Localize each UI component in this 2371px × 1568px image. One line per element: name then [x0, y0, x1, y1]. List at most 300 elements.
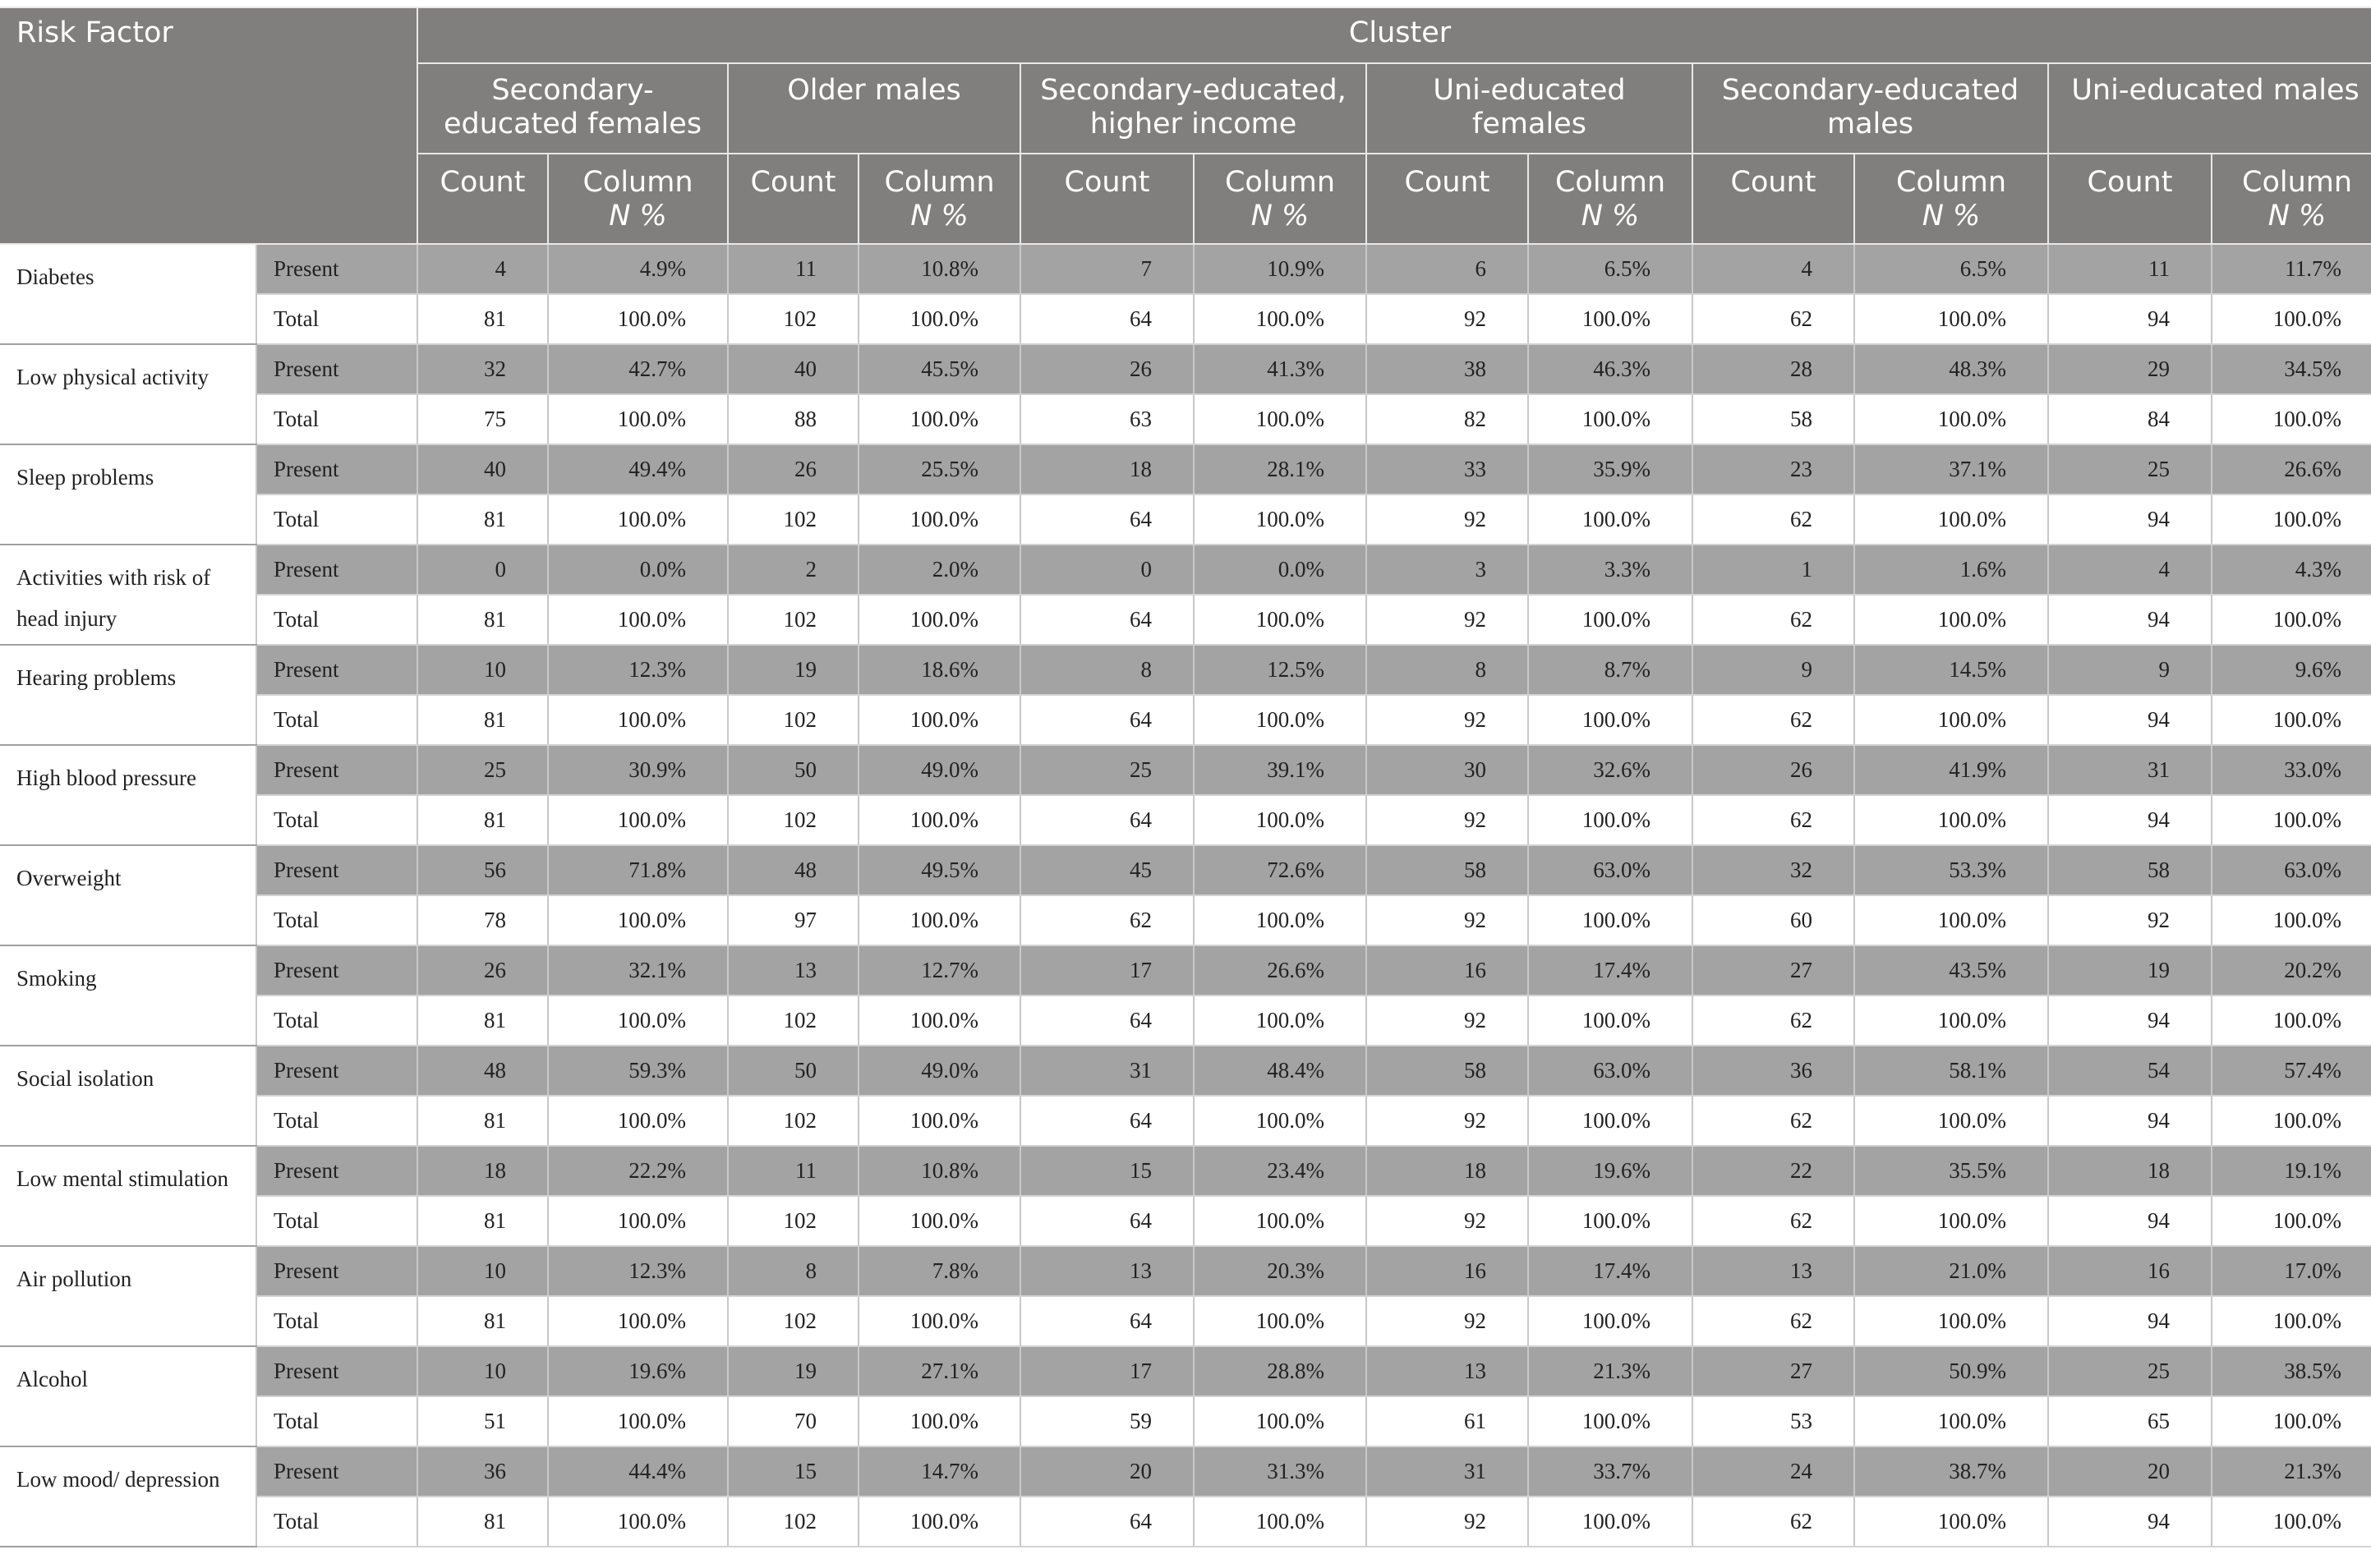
count-cell: 36	[417, 1446, 548, 1497]
count-cell: 24	[1692, 1446, 1854, 1497]
count-cell: 25	[1020, 745, 1194, 795]
percent-cell: 100.0%	[2212, 1296, 2371, 1346]
percent-cell: 12.3%	[548, 1246, 728, 1296]
table-row-present	[0, 444, 2371, 494]
percent-cell: 100.0%	[2212, 695, 2371, 745]
count-cell: 30	[1366, 745, 1528, 795]
count-cell: 84	[2048, 394, 2212, 444]
percent-cell: 35.9%	[1528, 444, 1692, 494]
count-cell: 32	[1692, 845, 1854, 895]
percent-cell: 50.9%	[1854, 1346, 2048, 1396]
count-cell: 102	[728, 795, 859, 845]
percent-cell: 17.4%	[1528, 1246, 1692, 1296]
count-cell: 50	[728, 1046, 859, 1096]
count-cell: 16	[2048, 1246, 2212, 1296]
count-cell: 94	[2048, 695, 2212, 745]
percent-cell: 23.4%	[1194, 1146, 1366, 1196]
percent-cell: 100.0%	[859, 1497, 1020, 1547]
count-cell: 15	[728, 1446, 859, 1497]
count-cell: 102	[728, 1196, 859, 1246]
count-cell: 54	[2048, 1046, 2212, 1096]
count-cell: 29	[2048, 344, 2212, 394]
count-cell: 40	[728, 344, 859, 394]
npct-label: N %	[910, 200, 969, 232]
count-cell: 11	[728, 1146, 859, 1196]
percent-cell: 6.5%	[1528, 244, 1692, 294]
count-cell: 23	[1692, 444, 1854, 494]
row-type-label: Total	[256, 895, 417, 945]
percent-cell: 100.0%	[1528, 1497, 1692, 1547]
percent-cell: 100.0%	[1194, 595, 1366, 645]
count-cell: 63	[1020, 394, 1194, 444]
percent-cell: 100.0%	[1528, 394, 1692, 444]
percent-cell: 21.3%	[2212, 1446, 2371, 1497]
count-cell: 82	[1366, 394, 1528, 444]
table-container	[0, 7, 2369, 1547]
percent-cell: 63.0%	[2212, 845, 2371, 895]
table-body	[0, 244, 2371, 1547]
count-cell: 102	[728, 996, 859, 1046]
count-cell: 26	[728, 444, 859, 494]
count-cell: 102	[728, 494, 859, 545]
percent-cell: 100.0%	[2212, 595, 2371, 645]
row-type-label: Present	[256, 645, 417, 695]
count-cell: 102	[728, 695, 859, 745]
row-type-label: Total	[256, 1497, 417, 1547]
count-cell: 94	[2048, 1296, 2212, 1346]
percent-cell: 17.0%	[2212, 1246, 2371, 1296]
count-cell: 62	[1692, 1196, 1854, 1246]
table-row-present	[0, 945, 2371, 996]
risk-factor-name: Social isolation	[0, 1046, 256, 1146]
percent-cell: 20.2%	[2212, 945, 2371, 996]
count-cell: 50	[728, 745, 859, 795]
count-cell: 18	[1020, 444, 1194, 494]
percent-cell: 12.7%	[859, 945, 1020, 996]
percent-cell: 17.4%	[1528, 945, 1692, 996]
count-cell: 26	[1020, 344, 1194, 394]
count-cell: 92	[1366, 494, 1528, 545]
count-cell: 18	[2048, 1146, 2212, 1196]
percent-cell: 38.7%	[1854, 1446, 2048, 1497]
percent-cell: 18.6%	[859, 645, 1020, 695]
count-cell: 94	[2048, 494, 2212, 545]
risk-factor-name: Activities with risk of head injury	[0, 545, 256, 645]
percent-cell: 30.9%	[548, 745, 728, 795]
table-row-total	[0, 1396, 2371, 1446]
count-cell: 88	[728, 394, 859, 444]
count-cell: 32	[417, 344, 548, 394]
percent-cell: 0.0%	[548, 545, 728, 595]
count-cell: 53	[1692, 1396, 1854, 1446]
count-cell: 81	[417, 996, 548, 1046]
count-cell: 58	[1366, 1046, 1528, 1096]
percent-cell: 100.0%	[2212, 895, 2371, 945]
count-cell: 25	[417, 745, 548, 795]
count-cell: 64	[1020, 695, 1194, 745]
count-cell: 102	[728, 595, 859, 645]
count-cell: 9	[1692, 645, 1854, 695]
count-cell: 61	[1366, 1396, 1528, 1446]
count-cell: 26	[417, 945, 548, 996]
risk-factor-name: High blood pressure	[0, 745, 256, 845]
percent-cell: 26.6%	[2212, 444, 2371, 494]
count-cell: 62	[1020, 895, 1194, 945]
percent-cell: 100.0%	[1854, 394, 2048, 444]
count-cell: 3	[1366, 545, 1528, 595]
count-cell: 81	[417, 595, 548, 645]
percent-cell: 32.1%	[548, 945, 728, 996]
percent-cell: 100.0%	[859, 795, 1020, 845]
percent-cell: 6.5%	[1854, 244, 2048, 294]
column-npct-header	[1854, 154, 2048, 244]
count-cell: 27	[1692, 945, 1854, 996]
count-cell: 62	[1692, 1497, 1854, 1547]
percent-cell: 1.6%	[1854, 545, 2048, 595]
percent-cell: 100.0%	[1528, 695, 1692, 745]
count-cell: 20	[2048, 1446, 2212, 1497]
count-cell: 94	[2048, 1497, 2212, 1547]
count-cell: 78	[417, 895, 548, 945]
group-header: Secondary-educated, higher income	[1020, 63, 1366, 154]
percent-cell: 41.9%	[1854, 745, 2048, 795]
percent-cell: 44.4%	[548, 1446, 728, 1497]
column-label: Column	[1554, 166, 1666, 199]
percent-cell: 10.8%	[859, 1146, 1020, 1196]
count-cell: 60	[1692, 895, 1854, 945]
percent-cell: 100.0%	[1194, 695, 1366, 745]
percent-cell: 100.0%	[2212, 294, 2371, 344]
count-cell: 81	[417, 1196, 548, 1246]
percent-cell: 9.6%	[2212, 645, 2371, 695]
count-column-header: Count	[1020, 154, 1194, 244]
percent-cell: 57.4%	[2212, 1046, 2371, 1096]
count-cell: 70	[728, 1396, 859, 1446]
count-cell: 94	[2048, 795, 2212, 845]
percent-cell: 63.0%	[1528, 845, 1692, 895]
table-row-total	[0, 1497, 2371, 1547]
count-cell: 92	[2048, 895, 2212, 945]
percent-cell: 100.0%	[548, 1196, 728, 1246]
table-row-total	[0, 1096, 2371, 1146]
percent-cell: 59.3%	[548, 1046, 728, 1096]
percent-cell: 100.0%	[1528, 1096, 1692, 1146]
count-cell: 13	[728, 945, 859, 996]
count-cell: 8	[1366, 645, 1528, 695]
count-cell: 28	[1692, 344, 1854, 394]
percent-cell: 35.5%	[1854, 1146, 2048, 1196]
column-npct-header	[859, 154, 1020, 244]
risk-factor-name: Smoking	[0, 945, 256, 1046]
column-npct-header	[1528, 154, 1692, 244]
count-cell: 33	[1366, 444, 1528, 494]
count-cell: 25	[2048, 444, 2212, 494]
percent-cell: 100.0%	[859, 895, 1020, 945]
count-cell: 48	[728, 845, 859, 895]
percent-cell: 100.0%	[1854, 1196, 2048, 1246]
risk-factor-name: Alcohol	[0, 1346, 256, 1446]
npct-label: N %	[1581, 200, 1640, 232]
row-type-label: Total	[256, 494, 417, 545]
count-cell: 65	[2048, 1396, 2212, 1446]
percent-cell: 100.0%	[1854, 1396, 2048, 1446]
count-cell: 7	[1020, 244, 1194, 294]
row-type-label: Total	[256, 294, 417, 344]
percent-cell: 100.0%	[1194, 394, 1366, 444]
count-cell: 75	[417, 394, 548, 444]
count-cell: 10	[417, 1246, 548, 1296]
table-row-total	[0, 795, 2371, 845]
column-label: Column	[1895, 166, 2007, 199]
count-cell: 94	[2048, 1096, 2212, 1146]
count-cell: 64	[1020, 996, 1194, 1046]
count-cell: 64	[1020, 1497, 1194, 1547]
percent-cell: 2.0%	[859, 545, 1020, 595]
count-cell: 62	[1692, 494, 1854, 545]
percent-cell: 28.8%	[1194, 1346, 1366, 1396]
count-cell: 19	[728, 1346, 859, 1396]
percent-cell: 100.0%	[2212, 795, 2371, 845]
table-row-present	[0, 1346, 2371, 1396]
group-header: Secondary-educated males	[1692, 63, 2048, 154]
npct-label: N %	[609, 200, 667, 232]
percent-cell: 100.0%	[1528, 595, 1692, 645]
count-cell: 16	[1366, 1246, 1528, 1296]
count-cell: 62	[1692, 695, 1854, 745]
count-cell: 13	[1366, 1346, 1528, 1396]
count-cell: 4	[2048, 545, 2212, 595]
percent-cell: 100.0%	[1528, 494, 1692, 545]
table-row-total	[0, 1196, 2371, 1246]
percent-cell: 100.0%	[1854, 494, 2048, 545]
table-row-total	[0, 996, 2371, 1046]
count-cell: 15	[1020, 1146, 1194, 1196]
percent-cell: 100.0%	[1194, 795, 1366, 845]
percent-cell: 12.5%	[1194, 645, 1366, 695]
count-cell: 4	[1692, 244, 1854, 294]
count-cell: 19	[728, 645, 859, 695]
count-cell: 19	[2048, 945, 2212, 996]
percent-cell: 100.0%	[859, 1196, 1020, 1246]
percent-cell: 100.0%	[1854, 895, 2048, 945]
count-cell: 92	[1366, 1096, 1528, 1146]
percent-cell: 100.0%	[1854, 795, 2048, 845]
column-label: Column	[884, 166, 995, 199]
percent-cell: 4.3%	[2212, 545, 2371, 595]
percent-cell: 100.0%	[548, 1497, 728, 1547]
count-cell: 13	[1692, 1246, 1854, 1296]
count-cell: 58	[1366, 845, 1528, 895]
percent-cell: 100.0%	[1194, 1497, 1366, 1547]
row-type-label: Total	[256, 695, 417, 745]
percent-cell: 100.0%	[548, 1296, 728, 1346]
percent-cell: 100.0%	[859, 996, 1020, 1046]
count-cell: 1	[1692, 545, 1854, 595]
risk-factor-name: Air pollution	[0, 1246, 256, 1346]
risk-factor-name: Overweight	[0, 845, 256, 945]
percent-cell: 100.0%	[1528, 895, 1692, 945]
count-cell: 0	[1020, 545, 1194, 595]
percent-cell: 100.0%	[2212, 494, 2371, 545]
count-cell: 18	[1366, 1146, 1528, 1196]
npct-label: N %	[1250, 200, 1310, 232]
percent-cell: 100.0%	[2212, 996, 2371, 1046]
count-cell: 48	[417, 1046, 548, 1096]
group-header: Uni-educated males	[2048, 63, 2371, 154]
percent-cell: 100.0%	[1854, 996, 2048, 1046]
count-cell: 64	[1020, 1296, 1194, 1346]
percent-cell: 25.5%	[859, 444, 1020, 494]
count-cell: 11	[2048, 244, 2212, 294]
count-cell: 17	[1020, 945, 1194, 996]
count-cell: 59	[1020, 1396, 1194, 1446]
risk-factor-name: Diabetes	[0, 244, 256, 344]
count-cell: 62	[1692, 1096, 1854, 1146]
count-cell: 92	[1366, 1296, 1528, 1346]
count-cell: 62	[1692, 996, 1854, 1046]
percent-cell: 100.0%	[859, 1096, 1020, 1146]
percent-cell: 14.5%	[1854, 645, 2048, 695]
row-type-label: Present	[256, 1046, 417, 1096]
count-cell: 81	[417, 1096, 548, 1146]
group-header: Uni-educated females	[1366, 63, 1692, 154]
percent-cell: 42.7%	[548, 344, 728, 394]
percent-cell: 49.5%	[859, 845, 1020, 895]
percent-cell: 27.1%	[859, 1346, 1020, 1396]
table-row-present	[0, 1046, 2371, 1096]
count-cell: 17	[1020, 1346, 1194, 1396]
percent-cell: 32.6%	[1528, 745, 1692, 795]
percent-cell: 100.0%	[1854, 1096, 2048, 1146]
count-cell: 64	[1020, 595, 1194, 645]
row-type-label: Present	[256, 344, 417, 394]
count-cell: 64	[1020, 795, 1194, 845]
risk-factor-table	[0, 7, 2371, 1547]
percent-cell: 100.0%	[548, 695, 728, 745]
count-column-header: Count	[2048, 154, 2212, 244]
risk-factor-name: Sleep problems	[0, 444, 256, 545]
percent-cell: 100.0%	[548, 294, 728, 344]
count-cell: 94	[2048, 996, 2212, 1046]
percent-cell: 11.7%	[2212, 244, 2371, 294]
percent-cell: 100.0%	[1194, 1196, 1366, 1246]
npct-label: N %	[1922, 200, 1981, 232]
column-label: Column	[582, 166, 693, 199]
row-type-label: Total	[256, 1196, 417, 1246]
count-cell: 31	[2048, 745, 2212, 795]
count-column-header: Count	[728, 154, 859, 244]
percent-cell: 100.0%	[548, 795, 728, 845]
count-cell: 6	[1366, 244, 1528, 294]
row-type-label: Present	[256, 1346, 417, 1396]
header-row-cluster	[0, 7, 2371, 63]
percent-cell: 100.0%	[2212, 1497, 2371, 1547]
percent-cell: 100.0%	[1528, 294, 1692, 344]
percent-cell: 41.3%	[1194, 344, 1366, 394]
percent-cell: 100.0%	[1854, 695, 2048, 745]
percent-cell: 21.3%	[1528, 1346, 1692, 1396]
percent-cell: 100.0%	[548, 394, 728, 444]
count-cell: 11	[728, 244, 859, 294]
percent-cell: 100.0%	[1854, 595, 2048, 645]
percent-cell: 100.0%	[1194, 1296, 1366, 1346]
percent-cell: 4.9%	[548, 244, 728, 294]
count-cell: 38	[1366, 344, 1528, 394]
count-cell: 102	[728, 294, 859, 344]
percent-cell: 100.0%	[1528, 1196, 1692, 1246]
count-cell: 62	[1692, 1296, 1854, 1346]
percent-cell: 39.1%	[1194, 745, 1366, 795]
percent-cell: 33.0%	[2212, 745, 2371, 795]
count-cell: 8	[1020, 645, 1194, 695]
percent-cell: 12.3%	[548, 645, 728, 695]
count-cell: 102	[728, 1096, 859, 1146]
row-type-label: Present	[256, 1446, 417, 1497]
count-cell: 92	[1366, 695, 1528, 745]
table-row-present	[0, 1246, 2371, 1296]
count-cell: 62	[1692, 795, 1854, 845]
percent-cell: 7.8%	[859, 1246, 1020, 1296]
count-cell: 62	[1692, 595, 1854, 645]
percent-cell: 100.0%	[1854, 1296, 2048, 1346]
percent-cell: 33.7%	[1528, 1446, 1692, 1497]
percent-cell: 72.6%	[1194, 845, 1366, 895]
group-header: Secondary-educated females	[417, 63, 728, 154]
percent-cell: 34.5%	[2212, 344, 2371, 394]
table-row-present	[0, 645, 2371, 695]
percent-cell: 100.0%	[548, 996, 728, 1046]
count-cell: 81	[417, 294, 548, 344]
percent-cell: 100.0%	[1194, 895, 1366, 945]
count-cell: 10	[417, 1346, 548, 1396]
percent-cell: 100.0%	[2212, 1196, 2371, 1246]
count-cell: 26	[1692, 745, 1854, 795]
percent-cell: 10.8%	[859, 244, 1020, 294]
count-cell: 0	[417, 545, 548, 595]
group-header: Older males	[728, 63, 1020, 154]
column-npct-header	[2212, 154, 2371, 244]
percent-cell: 100.0%	[548, 1096, 728, 1146]
row-type-label: Present	[256, 545, 417, 595]
count-cell: 18	[417, 1146, 548, 1196]
column-label: Column	[1224, 166, 1336, 199]
percent-cell: 3.3%	[1528, 545, 1692, 595]
percent-cell: 49.4%	[548, 444, 728, 494]
count-cell: 58	[1692, 394, 1854, 444]
percent-cell: 38.5%	[2212, 1346, 2371, 1396]
percent-cell: 48.3%	[1854, 344, 2048, 394]
count-cell: 81	[417, 1497, 548, 1547]
percent-cell: 19.6%	[548, 1346, 728, 1396]
count-cell: 40	[417, 444, 548, 494]
risk-factor-name: Hearing problems	[0, 645, 256, 745]
percent-cell: 100.0%	[548, 895, 728, 945]
percent-cell: 20.3%	[1194, 1246, 1366, 1296]
risk-factor-header: Risk Factor	[0, 7, 417, 244]
percent-cell: 100.0%	[1194, 494, 1366, 545]
count-cell: 16	[1366, 945, 1528, 996]
percent-cell: 21.0%	[1854, 1246, 2048, 1296]
count-cell: 81	[417, 1296, 548, 1346]
row-type-label: Total	[256, 1296, 417, 1346]
percent-cell: 0.0%	[1194, 545, 1366, 595]
percent-cell: 10.9%	[1194, 244, 1366, 294]
row-type-label: Total	[256, 394, 417, 444]
table-row-present	[0, 1146, 2371, 1196]
count-cell: 10	[417, 645, 548, 695]
count-cell: 64	[1020, 1196, 1194, 1246]
count-cell: 20	[1020, 1446, 1194, 1497]
